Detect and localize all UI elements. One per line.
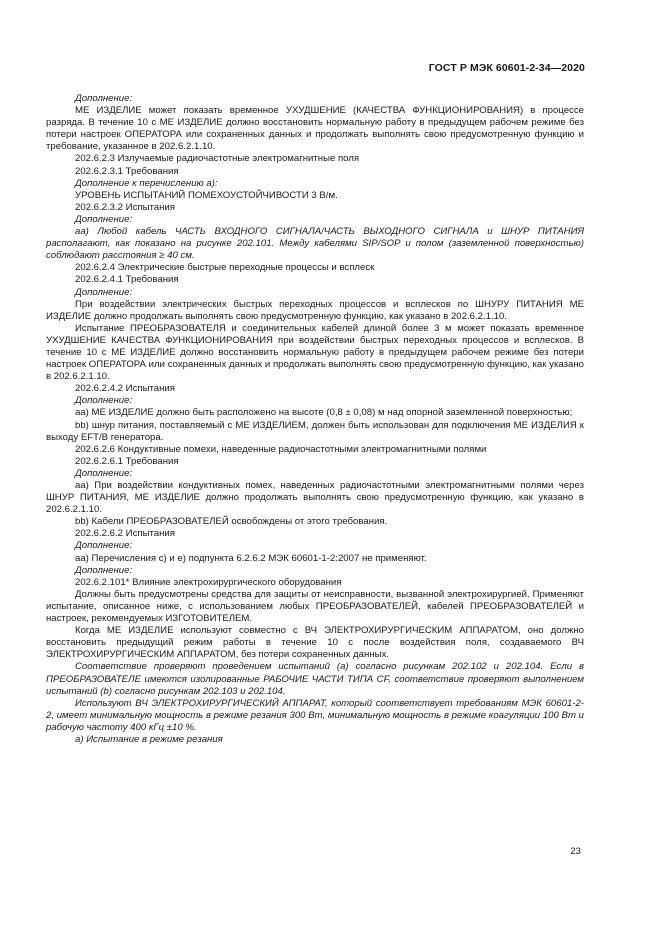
paragraph: Дополнение: [75,93,133,104]
document-header: ГОСТ Р МЭК 60601-2-34—2020 [428,62,585,74]
paragraph: bb) шнур питания, поставляемый с МЕ ИЗДЕЛИЕМ, должен быть использован для подключения МЕ ИЗДЕЛИЯ к выходу EFT/B генератора. [46,419,584,443]
paragraph: Дополнение: [75,213,133,225]
paragraph: 202.6.2.3.1 Требования [75,165,179,177]
paragraph: Дополнение к перечислению a): [75,177,218,189]
paragraph: Когда МЕ ИЗДЕЛИЕ используют совместно с ВЧ ЭЛЕКТРОХИРУРГИЧЕСКИМ АППАРАТОМ, оно должно восстановить предыдущий режим работы в течение 10 с после воздействия поля, создаваемого ВЧ ЭЛЕКТРОХИРУРГИЧЕСКИМ АППАРАТОМ, без потери сохраненных данных. [46,625,584,661]
paragraph: 202.6.2.3.2 Испытания [75,201,175,213]
paragraph: 202.6.2.6.2 Испытания [75,528,175,540]
paragraph: Используют ВЧ ЭЛЕКТРОХИРУРГИЧЕСКИЙ АППАРАТ, который соответствует требованиям МЭК 60601-2-2, имеет минимальную мощность в режиме резания 300 Вт, минимальную мощность в режиме коагуляции 100 Вт и рабочую частоту 400 кГц ±10 %. [46,697,584,733]
paragraph: 202.6.2.4 Электрические быстрые переходные процессы и всплеск [75,262,375,274]
document-body [46,93,584,746]
paragraph: 202.6.2.6.1 Требования [75,455,179,467]
paragraph: УРОВЕНЬ ИСПЫТАНИЙ ПОМЕХОУСТОЙЧИВОСТИ 3 В/м. [75,189,338,201]
page-number: 23 [570,846,581,857]
paragraph: МЕ ИЗДЕЛИЕ может показать временное УХУДШЕНИЕ (КАЧЕСТВА ФУНКЦИОНИРОВАНИЯ) в процессе разряда. В течение 10 с МЕ ИЗДЕЛИЕ должно восстановить нормальную работу в предыдущем рабочем режиме без потери настроек ОПЕРАТОРА или сохраненных данных и продолжать выполнять свою предусмотренную функцию и требование, указанное в 202.6.2.1.10. [46,105,584,153]
paragraph: Должны быть предусмотрены средства для защиты от неисправности, вызванной электрохирургией. Применяют испытание, описанное ниже, с использованием любых ПРЕОБРАЗОВАТЕЛЕЙ, кабелей ПРЕОБРАЗОВАТЕЛЕЙ и настроек, рекомендуемых ИЗГОТОВИТЕЛЕМ. [46,588,584,625]
paragraph: a) Испытание в режиме резания [75,733,223,745]
paragraph: 202.6.2.3 Излучаемые радиочастотные электромагнитные поля [75,153,360,165]
paragraph: bb) Кабели ПРЕОБРАЗОВАТЕЛЕЙ освобождены от этого требования. [75,516,388,528]
paragraph: aa) При воздействии кондуктивных помех, наведенных радиочастотными электромагнитными полями через ШНУР ПИТАНИЯ, МЕ ИЗДЕЛИЕ должно продолжать выполнять свою предусмотренную функцию, как указано в 202.6.2.1.10. [46,480,584,516]
paragraph: При воздействии электрических быстрых переходных процессов и всплесков по ШНУРУ ПИТАНИЯ МЕ ИЗДЕЛИЕ должно продолжать выполнять свою предусмотренную функцию, как указано в 202.6.2.1.10. [46,298,584,322]
paragraph: Соответствие проверяют проведением испытаний (a) согласно рисункам 202.102 и 202.104. Если в ПРЕОБРАЗОВАТЕЛЕ имеются изолированные РАБОЧИЕ ЧАСТИ ТИПА CF, соответствие проверяют выполнением испытаний (b) согласно рисункам 202.103 и 202.104. [46,661,584,697]
paragraph: 202.6.2.4.1 Требования [75,274,179,286]
paragraph: Дополнение: [75,564,133,576]
paragraph: Дополнение: [75,540,133,552]
paragraph: aa) Любой кабель ЧАСТЬ ВХОДНОГО СИГНАЛА/ЧАСТЬ ВЫХОДНОГО СИГНАЛА и ШНУР ПИТАНИЯ располагают, как показано на рисунке 202.101. Между кабелями SIP/SOP и полом (заземленной поверхностью) соблюдают расстояния ≥ 40 см. [46,226,584,262]
paragraph: aa) МЕ ИЗДЕЛИЕ должно быть расположено на высоте (0,8 ± 0,08) м над опорной заземленной поверхностью; [75,407,573,419]
paragraph: Испытание ПРЕОБРАЗОВАТЕЛЯ и соединительных кабелей длиной более 3 м может показать временное УХУДШЕНИЕ КАЧЕСТВА ФУНКЦИОНИРОВАНИЯ при воздействии быстрых переходных процессов и всплесков. В течение 10 с МЕ ИЗДЕЛИЕ должно восстановить нормальную работу в предыдущем рабочем режиме без потери настроек ОПЕРАТОРА или сохраненных данных и продолжать выполнять свою предусмотренную функцию, как указано в 202.6.2.1.10. [46,322,584,383]
paragraph: Дополнение: [75,395,133,407]
paragraph: 202.6.2.101* Влияние электрохирургического оборудования [75,576,342,588]
paragraph: Дополнение: [75,286,133,298]
paragraph: 202.6.2.4.2 Испытания [75,383,175,395]
paragraph: aa) Перечисления c) и e) подпункта 6.2.6.2 МЭК 60601-1-2:2007 не применяют. [75,552,427,564]
paragraph: 202.6.2.6 Кондуктивные помехи, наведенные радиочастотными электромагнитными полями [75,443,487,455]
paragraph: Дополнение: [75,467,133,479]
